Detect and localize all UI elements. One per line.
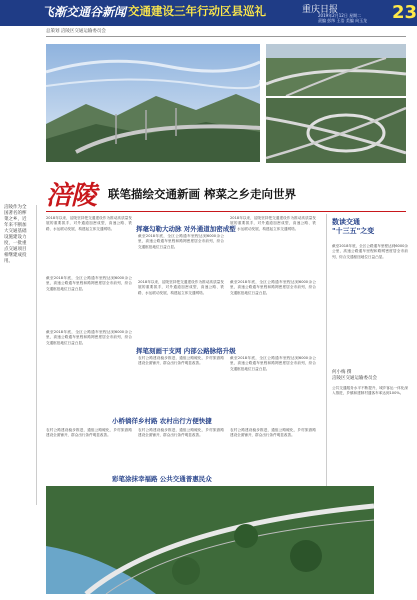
editorial-line: 总策划 涪陵区交通运输委员会	[46, 28, 406, 37]
body-text-col3: 2018年以来，涪陵坚持把交通建设作为推动高质量发展的重要抓手，对外通道加密成型，高速公路、铁路、水运联动发展，构建起立体交通网络。	[230, 216, 316, 231]
bottom-photo-river-road	[46, 486, 374, 594]
body-text-sec2-col2: 农村公路建设稳步推进，通组公路硬化、乡村旅游路建设全面铺开，群众出行条件明显改善。	[138, 356, 224, 366]
title-rule	[46, 211, 406, 212]
subhead-2: 挥笔刻画干支网 内部公路脉络升级	[136, 347, 236, 355]
subhead-1: 挥毫勾勒大动脉 对外通道加密成型	[136, 225, 236, 233]
left-column-divider	[36, 205, 37, 505]
body-text-col2b: 2018年以来，涪陵坚持把交通建设作为推动高质量发展的重要抓手，对外通道加密成型，高速公路、铁路、水运联动发展，构建起立体交通网络。	[138, 280, 224, 295]
subhead-3: 小桥徜徉乡村路 农村出行方便快捷	[112, 417, 212, 425]
body-text-col1: 2018年以来，涪陵坚持把交通建设作为推动高质量发展的重要抓手，对外通道加密成型，高速公路、铁路、水运联动发展，构建起立体交通网络。	[46, 216, 132, 231]
side-column-text-2: 公共交通服务水平不断提升，城乡客运一体化深入推进，乡镇和建制村通客车率达到100%。	[332, 386, 408, 396]
byline-org: 涪陵区交通运输委员会	[332, 376, 377, 381]
side-heading-line1: 数读交通	[332, 218, 360, 226]
page-header	[0, 0, 417, 26]
paper-name: 重庆日报	[302, 5, 339, 15]
subhead-4: 彩笔涂抹幸福路 公共交通普惠民众	[112, 475, 212, 483]
photo-aerial-interchange	[266, 98, 406, 163]
body-text-sec3-col2: 农村公路建设稳步推进，通组公路硬化、乡村旅游路建设全面铺开，群众出行条件明显改善。	[138, 428, 224, 438]
body-text-sec2-col1: 截至2018年底，全区公路通车里程达到6000余公里，高速公路通车里程和路网密度居全市前列，综合交通枢纽地位日益凸显。	[46, 330, 132, 345]
main-headline: 联笔描绘交通新画 榨菜之乡走向世界	[108, 187, 297, 201]
side-column-text: 截至2018年底，全区公路通车里程达到6000余公里，高速公路通车里程和路网密度居全市前列，综合交通枢纽地位日益凸显。	[332, 244, 408, 259]
page-number: 23	[392, 2, 417, 23]
byline-author: 何小梅 撰	[332, 370, 352, 375]
left-intro-column: 涪陵作为全国著名的榨菜之乡，近年来不断加大交通基础设施建设力度，一批重点交通项目相继建成投用。	[4, 205, 27, 264]
body-text-col3b: 截至2018年底，全区公路通车里程达到6000余公里，高速公路通车里程和路网密度居全市前列，综合交通枢纽地位日益凸显。	[230, 280, 316, 295]
body-text-sec3-col1: 农村公路建设稳步推进，通组公路硬化、乡村旅游路建设全面铺开，群众出行条件明显改善。	[46, 428, 132, 438]
editors-line: 责编 彭纬 王浩 美编 向玉龙	[318, 18, 368, 23]
header-meta	[318, 13, 388, 23]
side-heading-line2: "十三五"之变	[332, 227, 375, 235]
body-text-col1b: 截至2018年底，全区公路通车里程达到6000余公里，高速公路通车里程和路网密度居全市前列，综合交通枢纽地位日益凸显。	[46, 276, 132, 291]
body-text-col2: 截至2018年底，全区公路通车里程达到6000余公里，高速公路通车里程和路网密度居全市前列，综合交通枢纽地位日益凸显。	[138, 234, 224, 249]
title-place: 涪陵	[46, 181, 97, 211]
date-line: 2019年2月12日 星期二	[318, 13, 362, 18]
header-title: 交通建设三年行动区县巡礼	[128, 4, 266, 18]
section-name: 飞渐交通谷新闻	[42, 5, 127, 19]
side-column-byline	[332, 370, 410, 382]
body-text-sec2-col3: 截至2018年底，全区公路通车里程达到6000余公里，高速公路通车里程和路网密度居全市前列，综合交通枢纽地位日益凸显。	[230, 356, 316, 371]
photo-highway-interchange	[266, 44, 406, 96]
side-column-heading	[332, 218, 410, 236]
body-text-sec3-col3: 农村公路建设稳步推进，通组公路硬化、乡村旅游路建设全面铺开，群众出行条件明显改善。	[230, 428, 316, 438]
hero-photo-highway-mountain	[46, 44, 260, 162]
